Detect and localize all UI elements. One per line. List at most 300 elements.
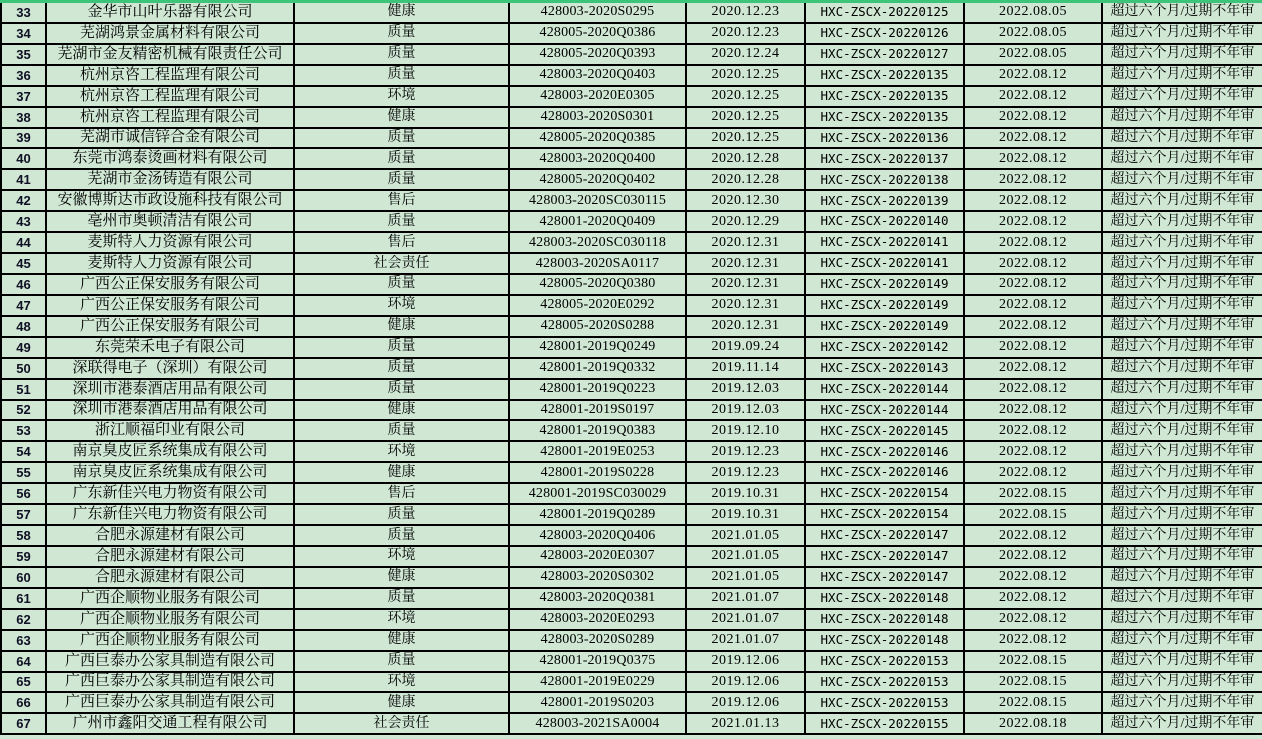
cell-issue-date[interactable]: 2021.01.05 (687, 547, 806, 566)
cell-company-name[interactable]: 广西企顺物业服务有限公司 (47, 589, 295, 608)
cell-system-category[interactable]: 环境 (295, 87, 510, 106)
row-number[interactable]: 48 (2, 317, 47, 336)
cell-company-name[interactable]: 广西企顺物业服务有限公司 (47, 610, 295, 629)
cell-certificate-no[interactable]: 428003-2020SA0117 (510, 254, 687, 273)
cell-issue-date[interactable]: 2021.01.13 (687, 714, 806, 733)
row-number[interactable]: 65 (2, 673, 47, 692)
cell-notice-date[interactable]: 2022.08.15 (965, 673, 1103, 692)
cell-system-category[interactable]: 质量 (295, 589, 510, 608)
cell-audit-notice-no[interactable]: HXC-ZSCX-20220138 (806, 170, 965, 189)
cell-certificate-no[interactable]: 428001-2019Q0375 (510, 652, 687, 671)
cell-system-category[interactable]: 质量 (295, 170, 510, 189)
cell-company-name[interactable]: 南京臭皮匠系统集成有限公司 (47, 463, 295, 482)
cell-audit-notice-no[interactable]: HXC-ZSCX-20220144 (806, 380, 965, 399)
cell-certificate-no[interactable]: 428005-2020Q0386 (510, 24, 687, 43)
cell-certificate-no[interactable]: 428003-2021SA0004 (510, 714, 687, 733)
cell-issue-date[interactable]: 2021.01.07 (687, 631, 806, 650)
cell-notice-date[interactable]: 2022.08.12 (965, 589, 1103, 608)
cell-company-name[interactable]: 芜湖市诚信锌合金有限公司 (47, 129, 295, 148)
cell-audit-status[interactable]: 超过六个月/过期不年审 (1110, 67, 1255, 83)
cell-company-name[interactable]: 合肥永源建材有限公司 (47, 526, 295, 545)
row-number[interactable]: 50 (2, 359, 47, 378)
cell-issue-date[interactable]: 2019.12.06 (687, 693, 806, 712)
cell-audit-status[interactable]: 超过六个月/过期不年审 (1110, 443, 1255, 459)
cell-issue-date[interactable]: 2019.12.23 (687, 463, 806, 482)
cell-company-name[interactable]: 安徽博斯达市政设施科技有限公司 (47, 191, 295, 210)
cell-audit-notice-no[interactable]: HXC-ZSCX-20220146 (806, 442, 965, 461)
cell-audit-status[interactable]: 超过六个月/过期不年审 (1110, 129, 1255, 145)
table-row (2, 87, 1262, 108)
cell-notice-date[interactable]: 2022.08.15 (965, 652, 1103, 671)
cell-company-name[interactable]: 深圳市港泰酒店用品有限公司 (47, 401, 295, 420)
row-number[interactable]: 41 (2, 170, 47, 189)
cell-company-name[interactable]: 广西巨泰办公家具制造有限公司 (47, 693, 295, 712)
row-number[interactable]: 40 (2, 149, 47, 168)
row-number[interactable]: 63 (2, 631, 47, 650)
row-number[interactable]: 35 (2, 45, 47, 64)
cell-audit-notice-no[interactable]: HXC-ZSCX-20220135 (806, 108, 965, 127)
table-row (2, 547, 1262, 568)
cell-audit-status[interactable]: 超过六个月/过期不年审 (1110, 150, 1255, 166)
cell-system-category[interactable]: 健康 (295, 401, 510, 420)
cell-issue-date[interactable]: 2021.01.05 (687, 568, 806, 587)
row-number[interactable]: 53 (2, 421, 47, 440)
cell-audit-status[interactable]: 超过六个月/过期不年审 (1110, 401, 1255, 417)
cell-company-name[interactable]: 广西公正保安服务有限公司 (47, 317, 295, 336)
cell-notice-date[interactable]: 2022.08.12 (965, 108, 1103, 127)
cell-company-name[interactable]: 广州市鑫阳交通工程有限公司 (47, 714, 295, 733)
cell-certificate-no[interactable]: 428003-2020Q0400 (510, 149, 687, 168)
cell-audit-status[interactable]: 超过六个月/过期不年审 (1110, 234, 1255, 250)
cell-issue-date[interactable]: 2020.12.25 (687, 87, 806, 106)
cell-system-category[interactable]: 质量 (295, 421, 510, 440)
row-number[interactable]: 56 (2, 484, 47, 503)
row-number[interactable]: 47 (2, 296, 47, 315)
cell-audit-status[interactable]: 超过六个月/过期不年审 (1110, 464, 1255, 480)
cell-system-category[interactable]: 健康 (295, 3, 510, 22)
table-row (2, 3, 1262, 24)
table-row (2, 484, 1262, 505)
cell-company-name[interactable]: 广东新佳兴电力物资有限公司 (47, 484, 295, 503)
cell-audit-status[interactable]: 超过六个月/过期不年审 (1110, 192, 1255, 208)
table-row (2, 254, 1262, 275)
cell-system-category[interactable]: 售后 (295, 191, 510, 210)
cell-notice-date[interactable]: 2022.08.12 (965, 254, 1103, 273)
cell-issue-date[interactable]: 2019.09.24 (687, 338, 806, 357)
cell-issue-date[interactable]: 2020.12.25 (687, 66, 806, 85)
row-number[interactable]: 62 (2, 610, 47, 629)
cell-notice-date[interactable]: 2022.08.15 (965, 693, 1103, 712)
cell-company-name[interactable]: 广西巨泰办公家具制造有限公司 (47, 652, 295, 671)
cell-issue-date[interactable]: 2019.10.31 (687, 505, 806, 524)
cell-notice-date[interactable]: 2022.08.12 (965, 275, 1103, 294)
table-row (2, 401, 1262, 422)
table-row (2, 233, 1262, 254)
cell-audit-status[interactable]: 超过六个月/过期不年审 (1110, 360, 1255, 376)
row-number[interactable]: 58 (2, 526, 47, 545)
cell-audit-status[interactable]: 超过六个月/过期不年审 (1110, 255, 1255, 271)
table-row (2, 191, 1262, 212)
cell-company-name[interactable]: 广东新佳兴电力物资有限公司 (47, 505, 295, 524)
cell-certificate-no[interactable]: 428005-2020Q0385 (510, 129, 687, 148)
cell-issue-date[interactable]: 2021.01.05 (687, 526, 806, 545)
cell-audit-status[interactable]: 超过六个月/过期不年审 (1110, 527, 1255, 543)
cell-system-category[interactable]: 健康 (295, 463, 510, 482)
cell-certificate-no[interactable]: 428001-2019SC030029 (510, 484, 687, 503)
row-number[interactable]: 52 (2, 401, 47, 420)
row-number[interactable]: 44 (2, 233, 47, 252)
row-number[interactable]: 59 (2, 547, 47, 566)
cell-company-name[interactable]: 杭州京咨工程监理有限公司 (47, 87, 295, 106)
cell-audit-status[interactable]: 超过六个月/过期不年审 (1110, 590, 1255, 606)
cell-system-category[interactable]: 质量 (295, 505, 510, 524)
cell-company-name[interactable]: 麦斯特人力资源有限公司 (47, 233, 295, 252)
cell-company-name[interactable]: 南京臭皮匠系统集成有限公司 (47, 442, 295, 461)
cell-audit-status[interactable]: 超过六个月/过期不年审 (1110, 485, 1255, 501)
cell-system-category[interactable]: 质量 (295, 45, 510, 64)
cell-notice-date[interactable]: 2022.08.05 (965, 45, 1103, 64)
cell-system-category[interactable]: 社会责任 (295, 714, 510, 733)
cell-certificate-no[interactable]: 428003-2020S0301 (510, 108, 687, 127)
cell-notice-date[interactable]: 2022.08.05 (965, 24, 1103, 43)
cell-issue-date[interactable]: 2020.12.31 (687, 233, 806, 252)
table-row (2, 568, 1262, 589)
cell-company-name[interactable]: 合肥永源建材有限公司 (47, 547, 295, 566)
cell-notice-date[interactable]: 2022.08.12 (965, 296, 1103, 315)
cell-certificate-no[interactable]: 428001-2019S0197 (510, 401, 687, 420)
cell-audit-notice-no[interactable]: HXC-ZSCX-20220155 (806, 714, 965, 733)
cell-audit-status[interactable]: 超过六个月/过期不年审 (1110, 339, 1255, 355)
cell-system-category[interactable]: 质量 (295, 212, 510, 231)
row-number[interactable]: 33 (2, 3, 47, 22)
table-row (2, 421, 1262, 442)
cell-notice-date[interactable]: 2022.08.12 (965, 338, 1103, 357)
cell-notice-date[interactable]: 2022.08.05 (965, 3, 1103, 22)
cell-audit-status[interactable]: 超过六个月/过期不年审 (1110, 297, 1255, 313)
cell-company-name[interactable]: 东莞市鸿泰烫画材料有限公司 (47, 149, 295, 168)
row-number[interactable]: 60 (2, 568, 47, 587)
cell-audit-notice-no[interactable]: HXC-ZSCX-20220145 (806, 421, 965, 440)
cell-company-name[interactable]: 广西公正保安服务有限公司 (47, 275, 295, 294)
cell-notice-date[interactable]: 2022.08.12 (965, 359, 1103, 378)
cell-system-category[interactable]: 质量 (295, 66, 510, 85)
cell-system-category[interactable]: 质量 (295, 275, 510, 294)
cell-system-category[interactable]: 健康 (295, 568, 510, 587)
cell-company-name[interactable]: 金华市山叶乐器有限公司 (47, 3, 295, 22)
row-number[interactable]: 34 (2, 24, 47, 43)
cell-company-name[interactable]: 浙江顺福印业有限公司 (47, 421, 295, 440)
cell-audit-notice-no[interactable]: HXC-ZSCX-20220149 (806, 275, 965, 294)
cell-audit-notice-no[interactable]: HXC-ZSCX-20220146 (806, 463, 965, 482)
cell-issue-date[interactable]: 2020.12.31 (687, 317, 806, 336)
cell-audit-status[interactable]: 超过六个月/过期不年审 (1110, 25, 1255, 41)
cell-certificate-no[interactable]: 428001-2019Q0249 (510, 338, 687, 357)
cell-certificate-no[interactable]: 428003-2020S0295 (510, 3, 687, 22)
cell-audit-notice-no[interactable]: HXC-ZSCX-20220149 (806, 317, 965, 336)
cell-system-category[interactable]: 售后 (295, 233, 510, 252)
cell-audit-status[interactable]: 超过六个月/过期不年审 (1110, 46, 1255, 62)
cell-audit-notice-no[interactable]: HXC-ZSCX-20220149 (806, 296, 965, 315)
cell-certificate-no[interactable]: 428003-2020Q0381 (510, 589, 687, 608)
cell-audit-notice-no[interactable]: HXC-ZSCX-20220135 (806, 87, 965, 106)
cell-issue-date[interactable]: 2020.12.31 (687, 254, 806, 273)
cell-notice-date[interactable]: 2022.08.18 (965, 714, 1103, 733)
cell-audit-notice-no[interactable]: HXC-ZSCX-20220147 (806, 526, 965, 545)
cell-audit-status[interactable]: 超过六个月/过期不年审 (1110, 213, 1255, 229)
row-number[interactable]: 38 (2, 108, 47, 127)
cell-audit-status[interactable]: 超过六个月/过期不年审 (1110, 715, 1255, 731)
cell-audit-status[interactable]: 超过六个月/过期不年审 (1110, 611, 1255, 627)
cell-certificate-no[interactable]: 428005-2020Q0380 (510, 275, 687, 294)
cell-company-name[interactable]: 杭州京咨工程监理有限公司 (47, 66, 295, 85)
cell-audit-notice-no[interactable]: HXC-ZSCX-20220148 (806, 631, 965, 650)
cell-audit-status[interactable]: 超过六个月/过期不年审 (1110, 88, 1255, 104)
cell-certificate-no[interactable]: 428003-2020S0302 (510, 568, 687, 587)
cell-company-name[interactable]: 广西企顺物业服务有限公司 (47, 631, 295, 650)
cell-issue-date[interactable]: 2020.12.25 (687, 108, 806, 127)
cell-notice-date[interactable]: 2022.08.12 (965, 442, 1103, 461)
cell-issue-date[interactable]: 2020.12.30 (687, 191, 806, 210)
cell-audit-notice-no[interactable]: HXC-ZSCX-20220153 (806, 673, 965, 692)
cell-company-name[interactable]: 麦斯特人力资源有限公司 (47, 254, 295, 273)
cell-system-category[interactable]: 质量 (295, 24, 510, 43)
cell-notice-date[interactable]: 2022.08.12 (965, 170, 1103, 189)
cell-certificate-no[interactable]: 428005-2020S0288 (510, 317, 687, 336)
cell-system-category[interactable]: 健康 (295, 693, 510, 712)
cell-audit-notice-no[interactable]: HXC-ZSCX-20220125 (806, 3, 965, 22)
cell-system-category[interactable]: 质量 (295, 380, 510, 399)
cell-system-category[interactable]: 质量 (295, 652, 510, 671)
cell-notice-date[interactable]: 2022.08.15 (965, 505, 1103, 524)
cell-certificate-no[interactable]: 428003-2020E0305 (510, 87, 687, 106)
cell-company-name[interactable]: 芜湖市金汤铸造有限公司 (47, 170, 295, 189)
cell-issue-date[interactable]: 2019.12.06 (687, 652, 806, 671)
cell-issue-date[interactable]: 2019.12.06 (687, 673, 806, 692)
cell-issue-date[interactable]: 2019.12.23 (687, 442, 806, 461)
cell-certificate-no[interactable]: 428003-2020SC030115 (510, 191, 687, 210)
row-number[interactable]: 61 (2, 589, 47, 608)
cell-certificate-no[interactable]: 428003-2020E0293 (510, 610, 687, 629)
cell-certificate-no[interactable]: 428005-2020E0292 (510, 296, 687, 315)
cell-audit-notice-no[interactable]: HXC-ZSCX-20220147 (806, 547, 965, 566)
row-number[interactable]: 42 (2, 191, 47, 210)
cell-company-name[interactable]: 东莞荣禾电子有限公司 (47, 338, 295, 357)
cell-audit-status[interactable]: 超过六个月/过期不年审 (1110, 422, 1255, 438)
cell-notice-date[interactable]: 2022.08.12 (965, 380, 1103, 399)
row-number[interactable]: 46 (2, 275, 47, 294)
cell-system-category[interactable]: 环境 (295, 547, 510, 566)
cell-notice-date[interactable]: 2022.08.12 (965, 191, 1103, 210)
cell-system-category[interactable]: 健康 (295, 108, 510, 127)
row-number[interactable]: 55 (2, 463, 47, 482)
cell-audit-notice-no[interactable]: HXC-ZSCX-20220153 (806, 652, 965, 671)
cell-system-category[interactable]: 质量 (295, 338, 510, 357)
cell-audit-status[interactable]: 超过六个月/过期不年审 (1110, 4, 1255, 20)
cell-certificate-no[interactable]: 428001-2019E0253 (510, 442, 687, 461)
cell-issue-date[interactable]: 2019.12.03 (687, 401, 806, 420)
cell-issue-date[interactable]: 2020.12.23 (687, 24, 806, 43)
cell-notice-date[interactable]: 2022.08.12 (965, 87, 1103, 106)
cell-certificate-no[interactable]: 428001-2020Q0409 (510, 212, 687, 231)
row-number[interactable]: 49 (2, 338, 47, 357)
cell-audit-notice-no[interactable]: HXC-ZSCX-20220127 (806, 45, 965, 64)
cell-audit-status[interactable]: 超过六个月/过期不年审 (1110, 632, 1255, 648)
cell-audit-status[interactable]: 超过六个月/过期不年审 (1110, 318, 1255, 334)
cell-audit-notice-no[interactable]: HXC-ZSCX-20220137 (806, 149, 965, 168)
row-number[interactable]: 45 (2, 254, 47, 273)
cell-audit-notice-no[interactable]: HXC-ZSCX-20220148 (806, 589, 965, 608)
table-row (2, 673, 1262, 694)
cell-audit-notice-no[interactable]: HXC-ZSCX-20220136 (806, 129, 965, 148)
table-row (2, 631, 1262, 652)
cell-system-category[interactable]: 社会责任 (295, 254, 510, 273)
row-number[interactable]: 66 (2, 693, 47, 712)
cell-notice-date[interactable]: 2022.08.12 (965, 631, 1103, 650)
cell-certificate-no[interactable]: 428003-2020E0307 (510, 547, 687, 566)
row-number[interactable]: 36 (2, 66, 47, 85)
cell-company-name[interactable]: 芜湖鸿景金属材料有限公司 (47, 24, 295, 43)
cell-issue-date[interactable]: 2021.01.07 (687, 589, 806, 608)
row-number[interactable]: 64 (2, 652, 47, 671)
cell-system-category[interactable]: 质量 (295, 149, 510, 168)
cell-notice-date[interactable]: 2022.08.12 (965, 317, 1103, 336)
cell-notice-date[interactable]: 2022.08.12 (965, 526, 1103, 545)
cell-audit-notice-no[interactable]: HXC-ZSCX-20220148 (806, 610, 965, 629)
cell-audit-notice-no[interactable]: HXC-ZSCX-20220141 (806, 254, 965, 273)
cell-audit-notice-no[interactable]: HXC-ZSCX-20220142 (806, 338, 965, 357)
table-row (2, 212, 1262, 233)
cell-system-category[interactable]: 质量 (295, 359, 510, 378)
cell-audit-status[interactable]: 超过六个月/过期不年审 (1110, 548, 1255, 564)
cell-audit-notice-no[interactable]: HXC-ZSCX-20220141 (806, 233, 965, 252)
cell-certificate-no[interactable]: 428005-2020Q0402 (510, 170, 687, 189)
cell-company-name[interactable]: 广西巨泰办公家具制造有限公司 (47, 673, 295, 692)
cell-certificate-no[interactable]: 428003-2020S0289 (510, 631, 687, 650)
cell-issue-date[interactable]: 2020.12.29 (687, 212, 806, 231)
cell-issue-date[interactable]: 2020.12.23 (687, 3, 806, 22)
cell-notice-date[interactable]: 2022.08.12 (965, 610, 1103, 629)
cell-certificate-no[interactable]: 428005-2020Q0393 (510, 45, 687, 64)
cell-system-category[interactable]: 环境 (295, 673, 510, 692)
cell-notice-date[interactable]: 2022.08.12 (965, 421, 1103, 440)
cell-issue-date[interactable]: 2019.12.10 (687, 421, 806, 440)
cell-issue-date[interactable]: 2019.10.31 (687, 484, 806, 503)
table-row (2, 66, 1262, 87)
row-number[interactable]: 37 (2, 87, 47, 106)
cell-issue-date[interactable]: 2020.12.25 (687, 129, 806, 148)
cell-system-category[interactable]: 环境 (295, 610, 510, 629)
cell-certificate-no[interactable]: 428003-2020SC030118 (510, 233, 687, 252)
cell-audit-notice-no[interactable]: HXC-ZSCX-20220140 (806, 212, 965, 231)
cell-notice-date[interactable]: 2022.08.12 (965, 212, 1103, 231)
row-number[interactable]: 43 (2, 212, 47, 231)
table-row (2, 442, 1262, 463)
cell-audit-notice-no[interactable]: HXC-ZSCX-20220154 (806, 505, 965, 524)
cell-system-category[interactable]: 环境 (295, 442, 510, 461)
cell-company-name[interactable]: 亳州市奥顿清洁有限公司 (47, 212, 295, 231)
cell-notice-date[interactable]: 2022.08.12 (965, 66, 1103, 85)
cell-audit-status[interactable]: 超过六个月/过期不年审 (1110, 171, 1255, 187)
cell-company-name[interactable]: 深圳市港泰酒店用品有限公司 (47, 380, 295, 399)
cell-company-name[interactable]: 深联得电子（深圳）有限公司 (47, 359, 295, 378)
cell-notice-date[interactable]: 2022.08.12 (965, 568, 1103, 587)
table-row (2, 359, 1262, 380)
row-number[interactable]: 57 (2, 505, 47, 524)
cell-audit-notice-no[interactable]: HXC-ZSCX-20220153 (806, 693, 965, 712)
cell-issue-date[interactable]: 2019.11.14 (687, 359, 806, 378)
cell-issue-date[interactable]: 2020.12.31 (687, 296, 806, 315)
cell-issue-date[interactable]: 2019.12.03 (687, 380, 806, 399)
cell-notice-date[interactable]: 2022.08.12 (965, 463, 1103, 482)
cell-issue-date[interactable]: 2020.12.28 (687, 149, 806, 168)
cell-notice-date[interactable]: 2022.08.12 (965, 129, 1103, 148)
cell-system-category[interactable]: 质量 (295, 129, 510, 148)
row-number[interactable]: 67 (2, 714, 47, 733)
cell-certificate-no[interactable]: 428001-2019S0228 (510, 463, 687, 482)
cell-system-category[interactable]: 健康 (295, 631, 510, 650)
cell-certificate-no[interactable]: 428003-2020Q0406 (510, 526, 687, 545)
cell-audit-status[interactable]: 超过六个月/过期不年审 (1110, 276, 1255, 292)
cell-issue-date[interactable]: 2020.12.31 (687, 275, 806, 294)
cell-certificate-no[interactable]: 428003-2020Q0403 (510, 66, 687, 85)
cell-company-name[interactable]: 杭州京咨工程监理有限公司 (47, 108, 295, 127)
cell-audit-status[interactable]: 超过六个月/过期不年审 (1110, 694, 1255, 710)
cell-audit-notice-no[interactable]: HXC-ZSCX-20220144 (806, 401, 965, 420)
cell-audit-status[interactable]: 超过六个月/过期不年审 (1110, 673, 1255, 689)
row-number[interactable]: 54 (2, 442, 47, 461)
cell-company-name[interactable]: 芜湖市金友精密机械有限责任公司 (47, 45, 295, 64)
cell-system-category[interactable]: 质量 (295, 526, 510, 545)
cell-audit-status[interactable]: 超过六个月/过期不年审 (1110, 569, 1255, 585)
table-row (2, 652, 1262, 673)
cell-company-name[interactable]: 广西公正保安服务有限公司 (47, 296, 295, 315)
table-row (2, 463, 1262, 484)
cell-issue-date[interactable]: 2020.12.24 (687, 45, 806, 64)
cell-notice-date[interactable]: 2022.08.12 (965, 547, 1103, 566)
row-number[interactable]: 51 (2, 380, 47, 399)
cell-issue-date[interactable]: 2020.12.28 (687, 170, 806, 189)
row-number[interactable]: 39 (2, 129, 47, 148)
cell-audit-notice-no[interactable]: HXC-ZSCX-20220143 (806, 359, 965, 378)
cell-audit-notice-no[interactable]: HXC-ZSCX-20220135 (806, 66, 965, 85)
cell-notice-date[interactable]: 2022.08.12 (965, 401, 1103, 420)
cell-notice-date[interactable]: 2022.08.15 (965, 484, 1103, 503)
cell-audit-status[interactable]: 超过六个月/过期不年审 (1110, 506, 1255, 522)
cell-certificate-no[interactable]: 428001-2019Q0332 (510, 359, 687, 378)
cell-notice-date[interactable]: 2022.08.12 (965, 149, 1103, 168)
cell-audit-notice-no[interactable]: HXC-ZSCX-20220147 (806, 568, 965, 587)
cell-audit-notice-no[interactable]: HXC-ZSCX-20220139 (806, 191, 965, 210)
cell-certificate-no[interactable]: 428001-2019E0229 (510, 673, 687, 692)
cell-audit-notice-no[interactable]: HXC-ZSCX-20220126 (806, 24, 965, 43)
cell-notice-date[interactable]: 2022.08.12 (965, 233, 1103, 252)
cell-system-category[interactable]: 售后 (295, 484, 510, 503)
cell-certificate-no[interactable]: 428001-2019Q0383 (510, 421, 687, 440)
table-row (2, 610, 1262, 631)
cell-audit-notice-no[interactable]: HXC-ZSCX-20220154 (806, 484, 965, 503)
cell-certificate-no[interactable]: 428001-2019Q0223 (510, 380, 687, 399)
cell-company-name[interactable]: 合肥永源建材有限公司 (47, 568, 295, 587)
table-rows (0, 3, 1262, 735)
cell-audit-status[interactable]: 超过六个月/过期不年审 (1110, 653, 1255, 669)
cell-audit-status[interactable]: 超过六个月/过期不年审 (1110, 109, 1255, 125)
cell-system-category[interactable]: 环境 (295, 296, 510, 315)
cell-certificate-no[interactable]: 428001-2019Q0289 (510, 505, 687, 524)
cell-issue-date[interactable]: 2021.01.07 (687, 610, 806, 629)
cell-certificate-no[interactable]: 428001-2019S0203 (510, 693, 687, 712)
cell-system-category[interactable]: 健康 (295, 317, 510, 336)
cell-audit-status[interactable]: 超过六个月/过期不年审 (1110, 381, 1255, 397)
